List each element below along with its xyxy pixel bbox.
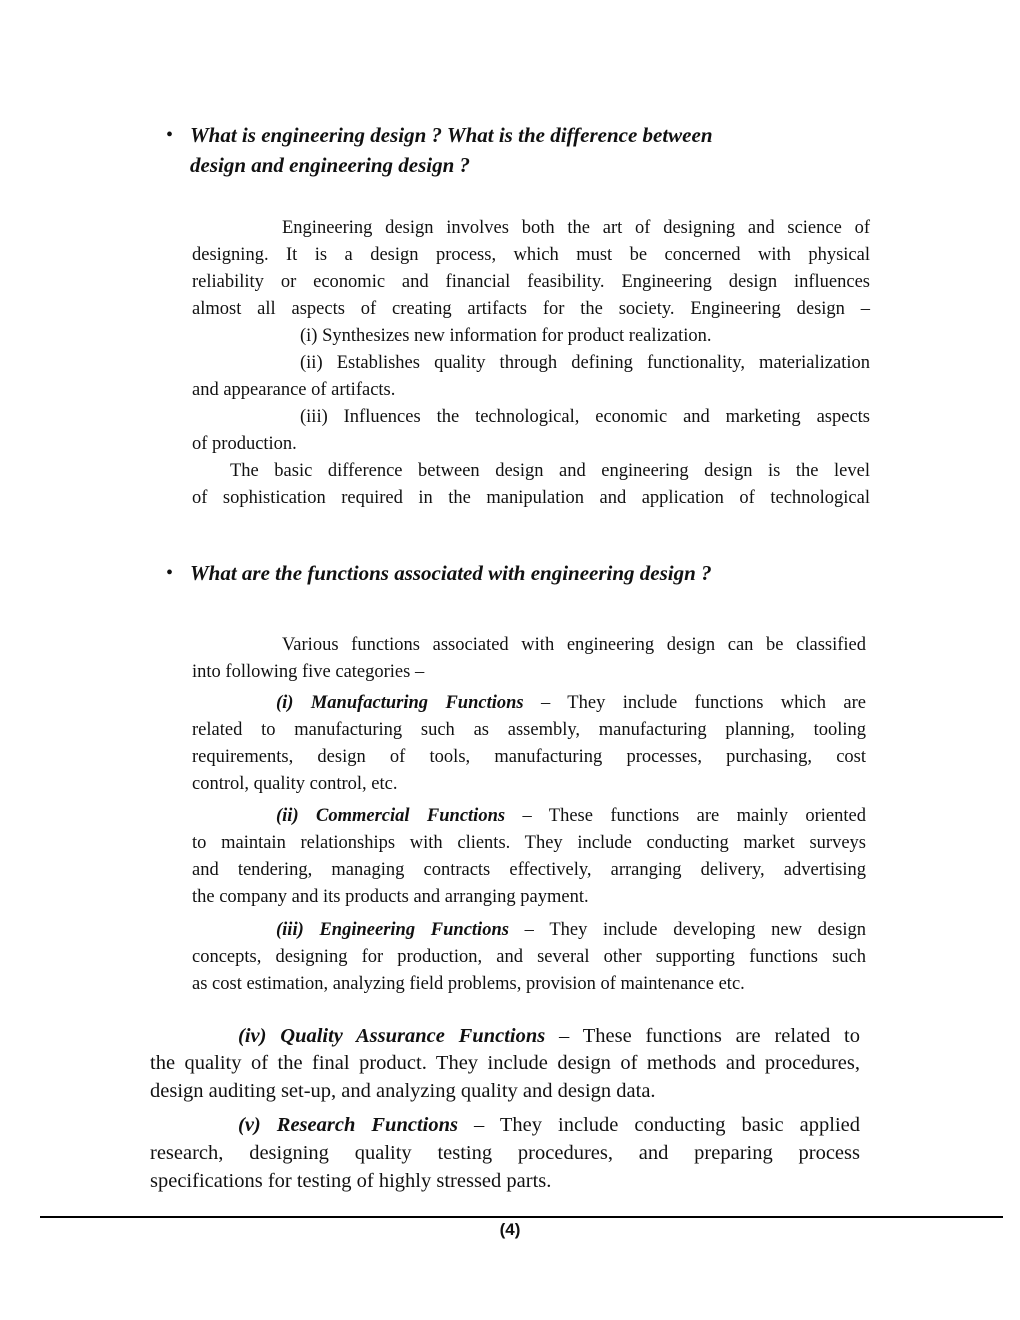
bullet-icon: • [166,124,174,146]
paragraph-line [276,691,866,715]
question-heading-line: design and engineering design ? [190,153,471,177]
bullet-icon: • [166,562,174,584]
line-text: as cost estimation, analyzing field problems, provision of maintenance etc. [192,974,745,994]
line-text: The basic difference between design and engineering design is the level [230,461,870,481]
line-text: into following five categories – [192,662,425,682]
line-text: and appearance of artifacts. [192,380,396,400]
line-text: (i) Synthesizes new information for product realization. [300,326,712,346]
paragraph-line [300,405,870,429]
line-text: to maintain relationships with clients. They include conducting market surveys [192,833,866,853]
line-text: reliability or economic and financial feasibility. Engineering design influences [192,272,870,292]
paragraph-line [192,945,866,969]
line-text: – They include conducting basic applied [457,1114,860,1136]
paragraph-line [276,804,866,828]
line-text: related to manufacturing such as assembly, manufacturing planning, tooling [192,720,866,740]
line-text: research, designing quality testing procedures, and preparing process [150,1142,860,1164]
paragraph-line [230,459,870,483]
line-text: control, quality control, etc. [192,774,398,794]
paragraph-line [150,1169,551,1193]
line-text: the quality of the final product. They include design of methods and procedures, [150,1052,860,1074]
paragraph-line [192,858,866,882]
paragraph-line [282,633,866,657]
function-category-label: (v) Research Functions [238,1114,458,1136]
paragraph-line [238,1024,860,1048]
paragraph-line [192,831,866,855]
line-text: the company and its products and arranging payment. [192,887,589,907]
line-text: Engineering design involves both the art of designing and science of [282,218,870,238]
paragraph-line [192,297,870,321]
line-text: almost all aspects of creating artifacts for the society. Engineering design – [192,299,870,319]
footer-divider [40,1216,1003,1218]
line-text: requirements, design of tools, manufacturing processes, purchasing, cost [192,747,866,767]
question-heading-line: What is engineering design ? What is the difference between [190,123,713,147]
line-text: specifications for testing of highly stressed parts. [150,1170,552,1192]
line-text: – They include functions which are [523,693,866,713]
paragraph-line [192,745,866,769]
paragraph-line [238,1113,860,1137]
line-text: – They include developing new design [508,920,866,940]
line-text: and tendering, managing contracts effectively, arranging delivery, advertising [192,860,866,880]
page-number: (4) [499,1220,521,1239]
line-text: design auditing set-up, and analyzing quality and design data. [150,1080,656,1102]
line-text: – These functions are mainly oriented [505,806,866,826]
paragraph-line [192,432,297,456]
line-text: (iii) Influences the technological, economic and marketing aspects [300,407,870,427]
function-category-label: (iii) Engineering Functions [276,920,509,940]
paragraph-line [192,718,866,742]
paragraph-line [276,918,866,942]
paragraph-line [150,1079,656,1103]
line-text: Various functions associated with engineering design can be classified [282,635,866,655]
paragraph-line [192,378,395,402]
line-text: of sophistication required in the manipulation and application of technological [192,488,870,508]
function-category-label: (i) Manufacturing Functions [276,693,524,713]
paragraph-line [192,972,745,996]
line-text: – These functions are related to [545,1025,860,1047]
paragraph-line [192,885,589,909]
paragraph-line [192,270,870,294]
line-text: designing. It is a design process, which must be concerned with physical [192,245,870,265]
line-text: (ii) Establishes quality through defining functionality, materialization [300,353,870,373]
paragraph-line [150,1141,860,1165]
paragraph-line [192,243,870,267]
function-category-label: (iv) Quality Assurance Functions [238,1025,546,1047]
paragraph-line [192,486,870,510]
paragraph-line [300,324,712,348]
line-text: of production. [192,434,297,454]
question-heading-line: What are the functions associated with engineering design ? [190,561,712,585]
line-text: concepts, designing for production, and several other supporting functions such [192,947,866,967]
paragraph-line [192,660,424,684]
paragraph-line [192,772,398,796]
paragraph-line [282,216,870,240]
paragraph-line [150,1051,860,1075]
function-category-label: (ii) Commercial Functions [276,806,506,826]
paragraph-line [300,351,870,375]
